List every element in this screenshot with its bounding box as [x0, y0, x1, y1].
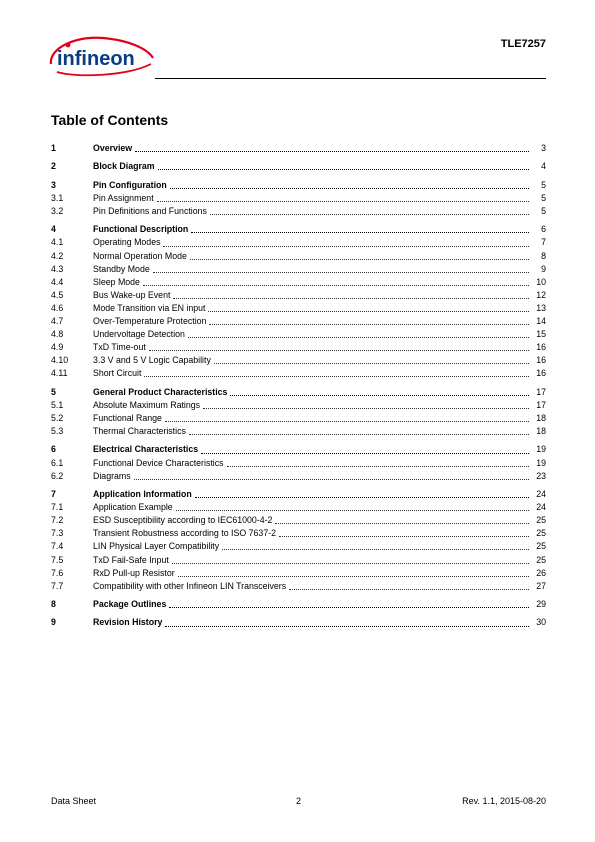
toc-entry[interactable] — [51, 554, 546, 567]
toc-entry[interactable] — [51, 488, 546, 501]
toc-entry-title: Pin Assignment — [93, 192, 154, 203]
toc-entry-leader — [144, 375, 529, 377]
toc-entry-leader — [289, 588, 529, 590]
toc-entry-page: 10 — [536, 276, 546, 287]
toc-entry-number: 4.10 — [51, 355, 69, 366]
toc-entry-title: Pin Configuration — [93, 179, 167, 190]
toc-entry-leader — [189, 433, 529, 435]
toc-entry-title: Revision History — [93, 617, 163, 628]
toc-entry[interactable] — [51, 250, 546, 263]
toc-entry[interactable] — [51, 501, 546, 514]
toc-entry-number: 6.1 — [51, 457, 64, 468]
toc-entry-leader — [178, 575, 529, 577]
toc-entry[interactable] — [51, 367, 546, 380]
toc-entry-number: 6.2 — [51, 470, 64, 481]
toc-entry-title: 3.3 V and 5 V Logic Capability — [93, 355, 211, 366]
toc-entry[interactable] — [51, 527, 546, 540]
toc-entry-title: LIN Physical Layer Compatibility — [93, 541, 220, 552]
toc-entry[interactable] — [51, 315, 546, 328]
toc-entry-page: 5 — [541, 192, 546, 203]
toc-entry-number: 7.2 — [51, 515, 64, 526]
toc-entry-page: 25 — [536, 528, 546, 539]
toc-entry-number: 7.3 — [51, 528, 64, 539]
toc-entry-page: 24 — [536, 502, 546, 513]
toc-entry[interactable] — [51, 540, 546, 553]
table-of-contents — [51, 142, 546, 630]
toc-entry-number: 7 — [51, 489, 56, 500]
toc-entry-number: 3.1 — [51, 192, 64, 203]
toc-entry-title: TxD Time-out — [93, 342, 146, 353]
toc-entry-leader — [203, 407, 529, 409]
toc-entry-page: 17 — [536, 399, 546, 410]
toc-entry-title: Functional Range — [93, 412, 162, 423]
toc-entry-leader — [172, 562, 529, 564]
header-rule — [155, 78, 546, 79]
toc-entry-leader — [157, 200, 529, 202]
toc-entry[interactable] — [51, 179, 546, 192]
toc-entry-title: Pin Definitions and Functions — [93, 205, 207, 216]
toc-entry-page: 3 — [541, 143, 546, 153]
toc-entry-leader — [275, 522, 529, 524]
toc-entry-title: Block Diagram — [93, 161, 155, 172]
page-footer — [51, 796, 546, 808]
toc-entry[interactable] — [51, 470, 546, 483]
toc-entry-page: 16 — [536, 355, 546, 366]
toc-entry-title: Normal Operation Mode — [93, 250, 187, 261]
toc-entry-page: 6 — [541, 224, 546, 235]
toc-entry-leader — [134, 478, 529, 480]
toc-entry[interactable] — [51, 514, 546, 527]
toc-entry[interactable] — [51, 289, 546, 302]
toc-entry-page: 19 — [536, 444, 546, 455]
toc-entry[interactable] — [51, 205, 546, 218]
toc-entry-page: 17 — [536, 386, 546, 397]
toc-entry-page: 8 — [541, 250, 546, 261]
toc-entry[interactable] — [51, 443, 546, 456]
document-id: TLE7257 — [500, 38, 546, 50]
toc-entry-title: Diagrams — [93, 470, 131, 481]
toc-entry-leader — [222, 548, 529, 550]
toc-entry-title: Short Circuit — [93, 368, 142, 379]
toc-entry[interactable] — [51, 616, 546, 629]
toc-entry[interactable] — [51, 567, 546, 580]
toc-entry-page: 23 — [536, 470, 546, 481]
toc-entry-leader — [173, 297, 529, 299]
toc-entry-leader — [170, 187, 529, 189]
toc-entry-title: TxD Fail-Safe Input — [93, 554, 169, 565]
toc-entry[interactable] — [51, 386, 546, 399]
toc-entry-leader — [135, 150, 529, 152]
toc-entry-page: 9 — [541, 263, 546, 274]
toc-entry-leader — [158, 168, 529, 170]
toc-entry-leader — [201, 452, 529, 454]
toc-entry-title: Application Example — [93, 502, 173, 513]
toc-entry-leader — [279, 535, 529, 537]
toc-entry[interactable] — [51, 302, 546, 315]
toc-entry[interactable] — [51, 328, 546, 341]
toc-entry-page: 25 — [536, 554, 546, 565]
toc-entry-number: 4.8 — [51, 329, 64, 340]
toc-entry-title: Bus Wake-up Event — [93, 289, 171, 300]
toc-entry-leader — [165, 625, 529, 627]
toc-entry-title: Overview — [93, 143, 133, 153]
toc-entry[interactable] — [51, 223, 546, 236]
toc-entry-page: 16 — [536, 368, 546, 379]
toc-entry-page: 7 — [541, 237, 546, 248]
toc-entry-number: 4.5 — [51, 289, 64, 300]
toc-entry-title: Operating Modes — [93, 237, 161, 248]
toc-entry[interactable] — [51, 580, 546, 593]
toc-entry-title: Thermal Characteristics — [93, 426, 186, 437]
infineon-logo — [47, 34, 157, 78]
toc-entry-number: 4.2 — [51, 250, 64, 261]
toc-entry-number: 7.7 — [51, 580, 64, 591]
toc-entry-number: 4.9 — [51, 342, 64, 353]
toc-entry-leader — [153, 271, 529, 273]
footer-revision: Rev. 1.1, 2015-08-20 — [462, 796, 546, 806]
toc-entry[interactable] — [51, 412, 546, 425]
toc-entry-leader — [195, 496, 529, 498]
toc-entry-page: 19 — [536, 457, 546, 468]
toc-entry[interactable] — [51, 276, 546, 289]
toc-entry-title: Mode Transition via EN input — [93, 302, 206, 313]
toc-entry-page: 27 — [536, 580, 546, 591]
toc-entry-page: 30 — [536, 617, 546, 628]
toc-entry[interactable] — [51, 399, 546, 412]
toc-entry-leader — [230, 394, 529, 396]
toc-entry-number: 4.7 — [51, 316, 64, 327]
toc-entry-leader — [163, 245, 529, 247]
toc-entry-page: 18 — [536, 426, 546, 437]
toc-entry-number: 4 — [51, 224, 56, 235]
toc-entry-leader — [191, 231, 529, 233]
toc-entry-number: 7.6 — [51, 567, 64, 578]
toc-entry-leader — [143, 284, 529, 286]
toc-entry-leader — [190, 258, 529, 260]
toc-entry-title: Compatibility with other Infineon LIN Transceivers — [93, 580, 287, 591]
toc-entry-page: 25 — [536, 541, 546, 552]
toc-entry[interactable] — [51, 457, 546, 470]
toc-entry-leader — [227, 465, 529, 467]
toc-entry[interactable] — [51, 341, 546, 354]
toc-entry-number: 4.11 — [51, 368, 68, 379]
toc-entry-number: 4.6 — [51, 302, 64, 313]
toc-entry-page: 13 — [536, 302, 546, 313]
toc-entry-leader — [214, 362, 529, 364]
toc-entry-title: Application Information — [93, 489, 192, 500]
toc-entry-number: 5.3 — [51, 426, 64, 437]
toc-entry-leader — [165, 420, 529, 422]
toc-entry-number: 7.4 — [51, 541, 64, 552]
toc-entry-number: 7.1 — [51, 502, 64, 513]
toc-entry[interactable] — [51, 236, 546, 249]
toc-entry-number: 9 — [51, 617, 56, 628]
toc-entry-title: Functional Device Characteristics — [93, 457, 224, 468]
toc-entry-page: 12 — [536, 289, 546, 300]
toc-entry-page: 15 — [536, 329, 546, 340]
toc-entry-title: Standby Mode — [93, 263, 150, 274]
toc-entry-title: Transient Robustness according to ISO 7637-2 — [93, 528, 277, 539]
toc-entry-title: Electrical Characteristics — [93, 444, 199, 455]
toc-entry[interactable] — [51, 142, 546, 155]
toc-entry-leader — [176, 509, 529, 511]
toc-entry-number: 5.2 — [51, 412, 64, 423]
toc-entry-page: 16 — [536, 342, 546, 353]
infineon-logo-mark — [47, 34, 157, 78]
toc-entry[interactable] — [51, 425, 546, 438]
toc-entry-leader — [208, 310, 529, 312]
toc-entry-page: 5 — [541, 205, 546, 216]
toc-entry-leader — [149, 349, 529, 351]
toc-entry-title: ESD Susceptibility according to IEC61000-4-2 — [93, 515, 273, 526]
footer-doc-type: Data Sheet — [51, 796, 97, 806]
toc-entry-leader — [169, 606, 529, 608]
toc-entry-title: Undervoltage Detection — [93, 329, 185, 340]
toc-entry[interactable] — [51, 192, 546, 205]
logo-wordmark: infineon — [57, 48, 135, 70]
toc-entry-leader — [209, 323, 529, 325]
toc-entry-title: Sleep Mode — [93, 276, 140, 287]
toc-entry-page: 14 — [536, 316, 546, 327]
toc-entry-number: 2 — [51, 161, 56, 172]
toc-entry-leader — [188, 336, 529, 338]
toc-entry-leader — [210, 213, 529, 215]
toc-entry-title: Functional Description — [93, 224, 189, 235]
toc-entry-number: 3.2 — [51, 205, 64, 216]
toc-entry-page: 24 — [536, 489, 546, 500]
toc-entry-title: Package Outlines — [93, 599, 167, 610]
toc-entry-number: 3 — [51, 179, 56, 190]
toc-entry-number: 4.1 — [51, 237, 64, 248]
toc-entry-number: 4.3 — [51, 263, 64, 274]
toc-entry-page: 4 — [541, 161, 546, 172]
toc-entry[interactable] — [51, 354, 546, 367]
footer-page-number: 2 — [295, 796, 301, 806]
toc-entry-number: 7.5 — [51, 554, 64, 565]
toc-entry-number: 6 — [51, 444, 56, 455]
toc-entry-page: 26 — [536, 567, 546, 578]
toc-title: Table of Contents — [51, 112, 169, 128]
toc-entry-page: 29 — [536, 599, 546, 610]
toc-entry-page: 5 — [541, 179, 546, 190]
toc-entry-page: 25 — [536, 515, 546, 526]
toc-entry-page: 18 — [536, 412, 546, 423]
toc-entry[interactable] — [51, 598, 546, 611]
toc-entry-title: Absolute Maximum Ratings — [93, 399, 201, 410]
toc-entry-number: 1 — [51, 143, 56, 153]
toc-entry-number: 8 — [51, 599, 56, 610]
toc-entry-title: Over-Temperature Protection — [93, 316, 207, 327]
toc-entry-number: 5.1 — [51, 399, 64, 410]
logo-dot — [66, 43, 71, 48]
toc-entry[interactable] — [51, 160, 546, 173]
toc-entry[interactable] — [51, 263, 546, 276]
toc-entry-title: RxD Pull-up Resistor — [93, 567, 175, 578]
toc-entry-number: 4.4 — [51, 276, 64, 287]
toc-entry-number: 5 — [51, 386, 56, 397]
toc-entry-title: General Product Characteristics — [93, 386, 228, 397]
